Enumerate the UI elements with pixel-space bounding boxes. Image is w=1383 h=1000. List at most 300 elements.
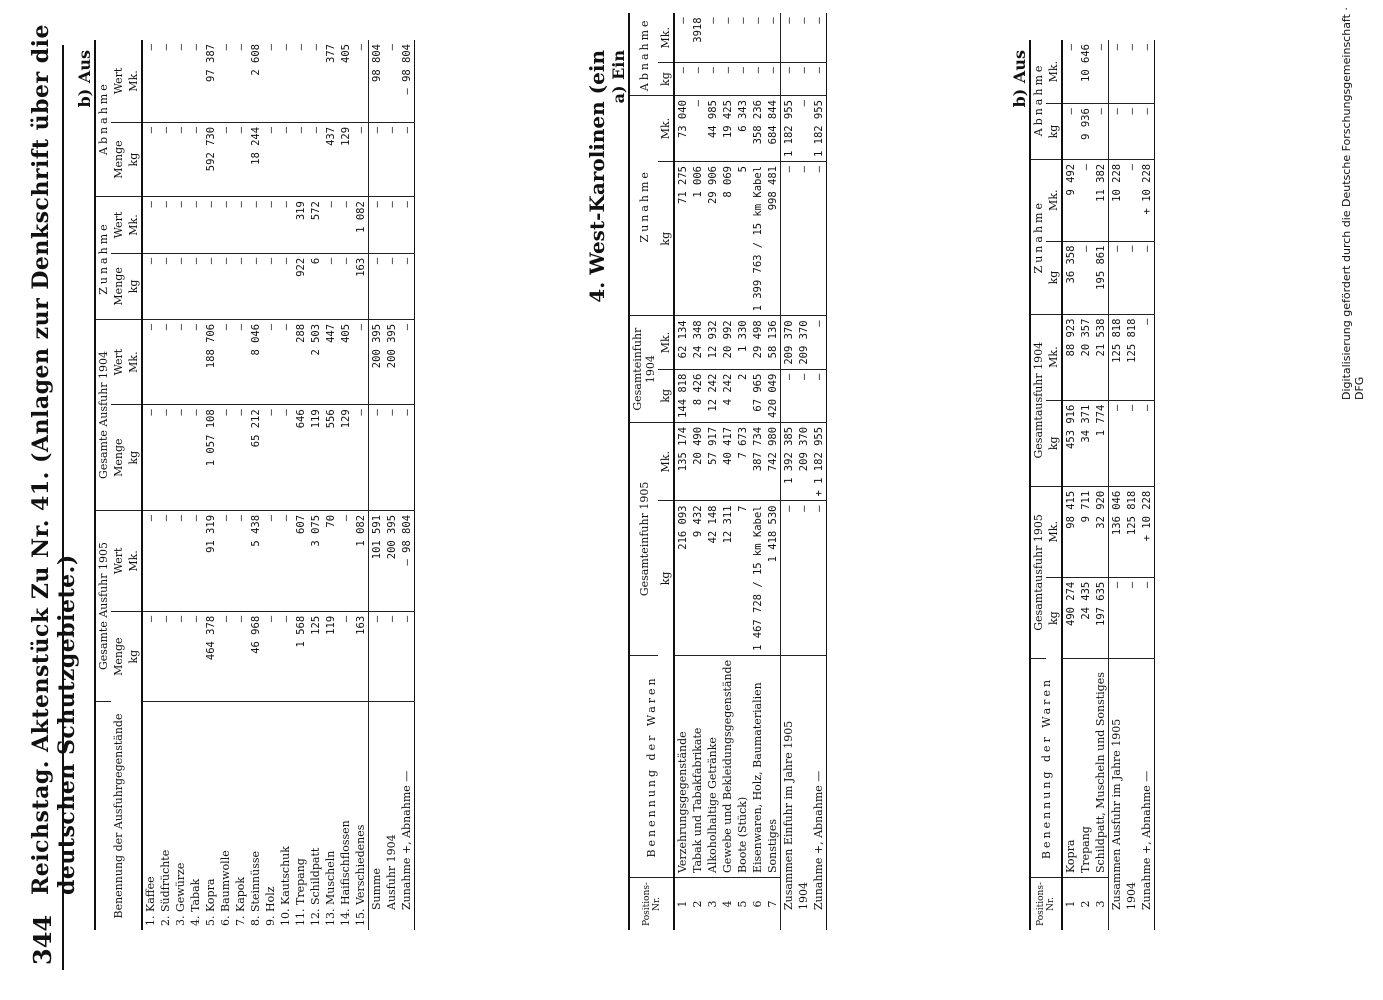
row-value-cell: 1 330 xyxy=(735,316,750,369)
import-table-west-karolinen xyxy=(585,17,827,930)
row-value-cell: 9 936 xyxy=(1078,104,1093,160)
summary-value-cell: 200 395 xyxy=(384,319,399,404)
row-value-cell: — xyxy=(338,253,353,319)
summary-value-cell: 125 818 xyxy=(1109,314,1125,400)
row-item-name: Alkoholhaltige Getränke xyxy=(705,655,720,877)
row-value-cell: — xyxy=(750,13,765,62)
table-row xyxy=(218,40,233,930)
row-value-cell: 9 432 xyxy=(690,501,705,655)
row-value-cell: — xyxy=(750,63,765,96)
unit-kg: kg xyxy=(1046,400,1062,486)
row-value-cell: 2 xyxy=(735,369,750,422)
table-row xyxy=(248,40,263,930)
summary-row xyxy=(369,40,385,930)
row-value-cell: — xyxy=(173,197,188,254)
row-value-cell: 62 134 xyxy=(674,316,690,369)
summary-value-cell: — xyxy=(1124,577,1139,658)
row-value-cell: 24 348 xyxy=(690,316,705,369)
row-value-cell: — xyxy=(278,253,293,319)
row-value-cell: — xyxy=(158,319,173,404)
unit-mk: Mk. xyxy=(658,422,674,501)
row-value-cell: 44 985 xyxy=(705,96,720,162)
row-position-number: 2 xyxy=(691,900,704,908)
row-value-cell: — xyxy=(173,405,188,511)
col-pos-header: Positions-Nr. xyxy=(1036,882,1056,926)
row-item-name: 13. Muscheln xyxy=(324,850,337,926)
summary-value-cell: — xyxy=(369,405,385,511)
row-value-cell: — xyxy=(233,405,248,511)
table-row xyxy=(1093,40,1109,930)
row-item-name: 1. Kaffee xyxy=(144,876,157,926)
summary-row xyxy=(811,13,827,930)
unit-kg: kg xyxy=(126,253,142,319)
summary-row-label: Ausfuhr 1904 xyxy=(385,834,398,910)
row-value-cell: — xyxy=(248,253,263,319)
row-value-cell: 12 311 xyxy=(720,501,735,655)
row-value-cell: — xyxy=(263,253,278,319)
summary-row-label: Zusammen Einfuhr im Jahre 1905 xyxy=(781,655,797,930)
row-value-cell: 11 382 xyxy=(1093,159,1109,241)
row-value-cell: 188 706 xyxy=(203,319,218,404)
row-value-cell: 6 343 xyxy=(735,96,750,162)
row-value-cell: — xyxy=(720,63,735,96)
row-value-cell: — xyxy=(158,122,173,196)
row-value-cell: 32 920 xyxy=(1093,486,1109,577)
row-value-cell: — xyxy=(233,253,248,319)
row-value-cell: — xyxy=(278,510,293,611)
row-value-cell: — xyxy=(735,13,750,62)
col-1904-header: Gesamtausfuhr 1904 xyxy=(1030,314,1046,486)
table-row xyxy=(293,40,308,930)
summary-value-cell: 125 818 xyxy=(1124,486,1139,577)
menge-header: Menge xyxy=(111,405,126,511)
row-value-cell: — xyxy=(323,253,338,319)
row-position-number: 2 xyxy=(1079,900,1092,908)
unit-mk: Mk. xyxy=(1046,40,1062,104)
summary-value-cell: — xyxy=(1109,241,1125,314)
summary-value-cell: — xyxy=(369,611,385,701)
table-row xyxy=(1062,40,1078,930)
row-value-cell: 42 148 xyxy=(705,501,720,655)
summary-value-cell: — xyxy=(1109,104,1125,160)
row-value-cell: 163 xyxy=(353,611,369,701)
row-value-cell: 1 399 763 / 15 km Kabel xyxy=(750,162,765,316)
row-value-cell: — xyxy=(173,253,188,319)
unit-mk: Mk. xyxy=(126,319,142,404)
summary-value-cell: 209 370 xyxy=(796,316,811,369)
summary-row xyxy=(796,13,811,930)
summary-value-cell: — xyxy=(399,197,415,254)
summary-value-cell: + 10 228 xyxy=(1139,159,1155,241)
summary-value-cell: — xyxy=(399,611,415,701)
row-position-number: 7 xyxy=(766,900,779,908)
row-value-cell: 7 673 xyxy=(735,422,750,501)
row-value-cell: — xyxy=(263,611,278,701)
row-item-name: Schildpatt, Muscheln und Sonstiges xyxy=(1093,659,1109,878)
row-value-cell: 646 xyxy=(293,405,308,511)
row-value-cell: — xyxy=(142,253,158,319)
row-value-cell: — xyxy=(765,13,781,62)
row-item-name: 7. Kapok xyxy=(234,876,247,926)
row-value-cell: — xyxy=(308,122,323,196)
row-value-cell: — xyxy=(233,40,248,122)
summary-value-cell: — xyxy=(796,63,811,96)
row-value-cell: — xyxy=(203,253,218,319)
row-value-cell: 21 538 xyxy=(1093,314,1109,400)
summary-value-cell: — xyxy=(1139,104,1155,160)
page-number: 344 xyxy=(28,914,57,965)
row-value-cell: — xyxy=(218,510,233,611)
col-name-header: Benennung der Waren xyxy=(629,655,674,877)
row-value-cell: — xyxy=(248,197,263,254)
summary-value-cell: — xyxy=(399,253,415,319)
summary-value-cell: — xyxy=(1124,400,1139,486)
summary-value-cell: — xyxy=(369,197,385,254)
unit-kg: kg xyxy=(1047,611,1060,625)
row-value-cell: — xyxy=(173,510,188,611)
summary-value-cell: — xyxy=(384,197,399,254)
summary-value-cell: — xyxy=(1124,104,1139,160)
row-value-cell: — xyxy=(690,96,705,162)
row-position-number: 5 xyxy=(736,900,749,908)
row-value-cell: — xyxy=(293,122,308,196)
col-zunahme-header: Zunahme xyxy=(629,96,658,316)
row-value-cell: — xyxy=(338,611,353,701)
summary-value-cell: — xyxy=(399,405,415,511)
row-value-cell: — xyxy=(278,40,293,122)
row-value-cell: 2 608 xyxy=(248,40,263,122)
row-value-cell: 57 917 xyxy=(705,422,720,501)
summary-value-cell: — xyxy=(384,253,399,319)
row-value-cell: — xyxy=(173,40,188,122)
col-name-header: Benennung der Waren xyxy=(1030,659,1062,878)
summary-value-cell: — xyxy=(811,316,827,369)
row-value-cell: 447 xyxy=(323,319,338,404)
wert-header: Wert xyxy=(111,510,126,611)
row-value-cell: — xyxy=(142,611,158,701)
menge-header: Menge xyxy=(111,122,126,196)
row-value-cell: — xyxy=(263,510,278,611)
row-value-cell: 1 082 xyxy=(353,510,369,611)
row-value-cell: 1 057 108 xyxy=(203,405,218,511)
summary-value-cell: — xyxy=(781,63,797,96)
col-name-header: Benennung der Ausfuhrgegenstände xyxy=(112,713,125,919)
row-value-cell: 129 xyxy=(338,405,353,511)
summary-value-cell: 209 370 xyxy=(796,422,811,501)
row-value-cell: — xyxy=(720,13,735,62)
row-item-name: Kopra xyxy=(1062,659,1078,878)
summary-value-cell: — xyxy=(399,122,415,196)
table-row xyxy=(263,40,278,930)
summary-value-cell: — xyxy=(811,501,827,655)
row-value-cell: — xyxy=(188,611,203,701)
row-value-cell: — xyxy=(233,319,248,404)
col-1904-header: Gesamte Ausfuhr 1904 xyxy=(95,319,111,510)
row-value-cell: — xyxy=(353,122,369,196)
row-value-cell: — xyxy=(278,319,293,404)
row-item-name: Verzehrungsgegenstände xyxy=(674,655,690,877)
export-table-top xyxy=(75,40,415,930)
unit-kg: kg xyxy=(127,649,140,664)
row-value-cell: 405 xyxy=(338,40,353,122)
row-value-cell: 10 646 xyxy=(1078,40,1093,104)
row-value-cell: — xyxy=(142,197,158,254)
row-value-cell: 8 426 xyxy=(690,369,705,422)
summary-value-cell: — xyxy=(369,253,385,319)
summary-value-cell: + 10 228 xyxy=(1139,486,1155,577)
row-value-cell: — xyxy=(1078,241,1093,314)
export-table-west-karolinen xyxy=(1010,40,1155,930)
row-value-cell: — xyxy=(735,63,750,96)
row-value-cell: 1 568 xyxy=(293,611,308,701)
menge-header: Menge xyxy=(111,253,126,319)
menge-header: Menge xyxy=(112,637,125,676)
row-item-name: 5. Kopra xyxy=(204,878,217,926)
table-row xyxy=(323,40,338,930)
unit-mk: Mk. xyxy=(658,316,674,369)
row-value-cell: — xyxy=(278,405,293,511)
summary-value-cell: — xyxy=(1139,577,1155,658)
row-value-cell: — xyxy=(233,510,248,611)
row-value-cell: 319 xyxy=(293,197,308,254)
row-value-cell: 998 481 xyxy=(765,162,781,316)
row-value-cell: — xyxy=(158,611,173,701)
table-row xyxy=(158,40,173,930)
row-item-name: 10. Kautschuk xyxy=(279,846,292,926)
row-value-cell: — xyxy=(1062,40,1078,104)
dfg-digitization-note: Digitalisierung gefördert durch die Deutsche Forschungsgemeinschaft · DFG xyxy=(1340,7,1366,400)
row-item-name: 15. Verschiedenes xyxy=(354,824,367,926)
row-value-cell: 197 635 xyxy=(1093,577,1109,658)
row-value-cell: — xyxy=(1078,159,1093,241)
summary-value-cell: 1 182 955 xyxy=(811,96,827,162)
summary-row-label: Zunahme +, Abnahme — xyxy=(1140,770,1153,910)
row-value-cell: 144 818 xyxy=(674,369,690,422)
summary-value-cell: — xyxy=(384,611,399,701)
row-value-cell: — xyxy=(218,611,233,701)
export-table xyxy=(1029,40,1155,930)
row-value-cell: — xyxy=(203,197,218,254)
row-value-cell: 1 774 xyxy=(1093,400,1109,486)
row-value-cell: — xyxy=(142,319,158,404)
summary-value-cell: — xyxy=(384,40,399,122)
row-value-cell: 98 415 xyxy=(1062,486,1078,577)
row-value-cell: 65 212 xyxy=(248,405,263,511)
summary-value-cell: — xyxy=(384,122,399,196)
summary-value-cell: — xyxy=(1139,314,1155,400)
row-value-cell: 420 049 xyxy=(765,369,781,422)
header-rule xyxy=(62,45,64,970)
summary-value-cell: — xyxy=(1109,400,1125,486)
unit-mk: Mk. xyxy=(658,13,674,62)
row-value-cell: 405 xyxy=(338,319,353,404)
table-row xyxy=(353,40,369,930)
summary-value-cell: — xyxy=(796,13,811,62)
row-value-cell: — xyxy=(353,405,369,511)
summary-value-cell: — xyxy=(796,162,811,316)
unit-mk: Mk. xyxy=(126,197,142,254)
row-value-cell: 91 319 xyxy=(203,510,218,611)
unit-kg: kg xyxy=(1046,104,1062,160)
summary-row xyxy=(781,13,797,930)
summary-value-cell: — xyxy=(811,63,827,96)
row-value-cell: — xyxy=(705,13,720,62)
row-item-name: Gewebe und Bekleidungsgegenstände xyxy=(720,655,735,877)
col-abnahme-header: Abnahme xyxy=(1030,40,1046,159)
row-value-cell: 8 069 xyxy=(720,162,735,316)
row-value-cell: 36 358 xyxy=(1062,241,1078,314)
row-value-cell: 684 844 xyxy=(765,96,781,162)
summary-value-cell: — xyxy=(399,319,415,404)
row-value-cell: 8 046 xyxy=(248,319,263,404)
unit-kg: kg xyxy=(659,571,672,586)
row-item-name: 8. Steinnüsse xyxy=(249,850,262,926)
col-1905-header: Gesamteinfuhr 1905 xyxy=(629,422,658,655)
unit-kg: kg xyxy=(126,122,142,196)
row-item-name: 4. Tabak xyxy=(189,878,202,926)
row-value-cell: 5 438 xyxy=(248,510,263,611)
summary-value-cell: — xyxy=(811,13,827,62)
row-value-cell: 46 968 xyxy=(248,611,263,701)
row-item-name: Tabak und Tabakfabrikate xyxy=(690,655,705,877)
row-value-cell: — xyxy=(142,510,158,611)
row-value-cell: — xyxy=(142,122,158,196)
row-value-cell: — xyxy=(233,122,248,196)
summary-value-cell: 209 370 xyxy=(781,316,797,369)
row-item-name: Eisenwaren, Holz, Baumaterialien xyxy=(750,655,765,877)
row-value-cell: — xyxy=(188,319,203,404)
row-value-cell: — xyxy=(158,405,173,511)
summary-row-label: 1904 xyxy=(797,882,810,910)
summary-value-cell: — xyxy=(1139,400,1155,486)
row-value-cell: 437 xyxy=(323,122,338,196)
summary-row xyxy=(1109,40,1125,930)
table-row xyxy=(720,13,735,930)
row-value-cell: 592 730 xyxy=(203,122,218,196)
row-value-cell: 71 275 xyxy=(674,162,690,316)
row-value-cell: — xyxy=(690,63,705,96)
row-value-cell: 387 734 xyxy=(750,422,765,501)
row-value-cell: — xyxy=(338,510,353,611)
summary-row-label: Summe xyxy=(369,702,385,931)
row-value-cell: 2 503 xyxy=(308,319,323,404)
row-value-cell: — xyxy=(1062,104,1078,160)
table-row xyxy=(690,13,705,930)
row-value-cell: 20 490 xyxy=(690,422,705,501)
unit-kg: kg xyxy=(658,63,674,96)
row-value-cell: 29 906 xyxy=(705,162,720,316)
row-position-number: 3 xyxy=(1094,900,1107,908)
col-1905-header: Gesamtausfuhr 1905 xyxy=(1030,486,1046,658)
row-value-cell: 12 242 xyxy=(705,369,720,422)
row-value-cell: — xyxy=(278,122,293,196)
summary-value-cell: 200 395 xyxy=(384,510,399,611)
summary-value-cell: — xyxy=(1124,159,1139,241)
row-value-cell: 97 387 xyxy=(203,40,218,122)
row-value-cell: 20 992 xyxy=(720,316,735,369)
summary-row-label: Zunahme +, Abnahme — xyxy=(812,770,825,910)
row-value-cell: 163 xyxy=(353,253,369,319)
summary-value-cell: — xyxy=(796,96,811,162)
summary-value-cell: — 98 804 xyxy=(399,40,415,122)
row-item-name: 3. Gewürze xyxy=(174,862,187,926)
row-value-cell: 1 006 xyxy=(690,162,705,316)
unit-mk: Mk. xyxy=(658,96,674,162)
summary-row-label: 1904 xyxy=(1125,882,1138,910)
row-value-cell: 119 xyxy=(323,611,338,701)
table-row xyxy=(705,13,720,930)
unit-kg: kg xyxy=(1046,241,1062,314)
wert-header: Wert xyxy=(111,197,126,254)
row-value-cell: 572 xyxy=(308,197,323,254)
page-title: Reichstag. Aktenstück Zu Nr. 41. (Anlagen zur Denkschrift über die deutschen Schutzgebiete.) xyxy=(28,23,80,895)
row-value-cell: — xyxy=(1093,40,1109,104)
row-value-cell: 73 040 xyxy=(674,96,690,162)
summary-row xyxy=(384,40,399,930)
row-value-cell: — xyxy=(188,40,203,122)
row-value-cell: — xyxy=(218,405,233,511)
row-item-name: 6. Baumwolle xyxy=(219,850,232,926)
row-value-cell: 358 236 xyxy=(750,96,765,162)
row-item-name: 11. Trepang xyxy=(294,858,307,926)
row-value-cell: — xyxy=(293,40,308,122)
row-value-cell: — xyxy=(353,319,369,404)
col-1905-header: Gesamte Ausfuhr 1905 xyxy=(95,510,111,701)
row-value-cell: 40 417 xyxy=(720,422,735,501)
col-1904-header: Gesamteinfuhr 1904 xyxy=(629,316,658,423)
wert-header: Wert xyxy=(111,319,126,404)
row-value-cell: — xyxy=(263,405,278,511)
row-value-cell: — xyxy=(323,197,338,254)
summary-value-cell: — xyxy=(781,369,797,422)
row-item-name: 9. Holz xyxy=(264,886,277,926)
import-table xyxy=(628,13,827,930)
col-pos-header: Positions-Nr. xyxy=(641,882,662,926)
summary-row-label: Zunahme +, Abnahme — xyxy=(400,770,413,910)
row-value-cell: 135 174 xyxy=(674,422,690,501)
table-row xyxy=(203,40,218,930)
row-value-cell: 288 xyxy=(293,319,308,404)
unit-mk: Mk. xyxy=(1046,486,1062,577)
section-label-middle: a) Ein xyxy=(609,50,628,104)
col-zunahme-header: Zunahme xyxy=(1030,159,1046,314)
row-value-cell: 377 xyxy=(323,40,338,122)
row-value-cell: — xyxy=(674,13,690,62)
row-item-name: 14. Haifischflossen xyxy=(339,820,352,926)
row-value-cell: — xyxy=(338,197,353,254)
row-value-cell: 20 357 xyxy=(1078,314,1093,400)
summary-value-cell: — xyxy=(781,162,797,316)
row-value-cell: 922 xyxy=(293,253,308,319)
row-value-cell: 119 xyxy=(308,405,323,511)
row-value-cell: 742 980 xyxy=(765,422,781,501)
row-value-cell: — xyxy=(278,197,293,254)
table-row xyxy=(338,40,353,930)
table-row xyxy=(278,40,293,930)
summary-row xyxy=(1124,40,1139,930)
row-value-cell: — xyxy=(173,122,188,196)
table-row xyxy=(173,40,188,930)
row-value-cell: 1 418 530 xyxy=(765,501,781,655)
row-value-cell: — xyxy=(218,122,233,196)
row-value-cell: — xyxy=(1093,104,1109,160)
row-item-name: 12. Schildpatt xyxy=(309,847,322,926)
row-value-cell: — xyxy=(188,405,203,511)
row-value-cell: 453 916 xyxy=(1062,400,1078,486)
row-value-cell: — xyxy=(158,253,173,319)
summary-row xyxy=(399,40,415,930)
summary-value-cell: — xyxy=(811,369,827,422)
